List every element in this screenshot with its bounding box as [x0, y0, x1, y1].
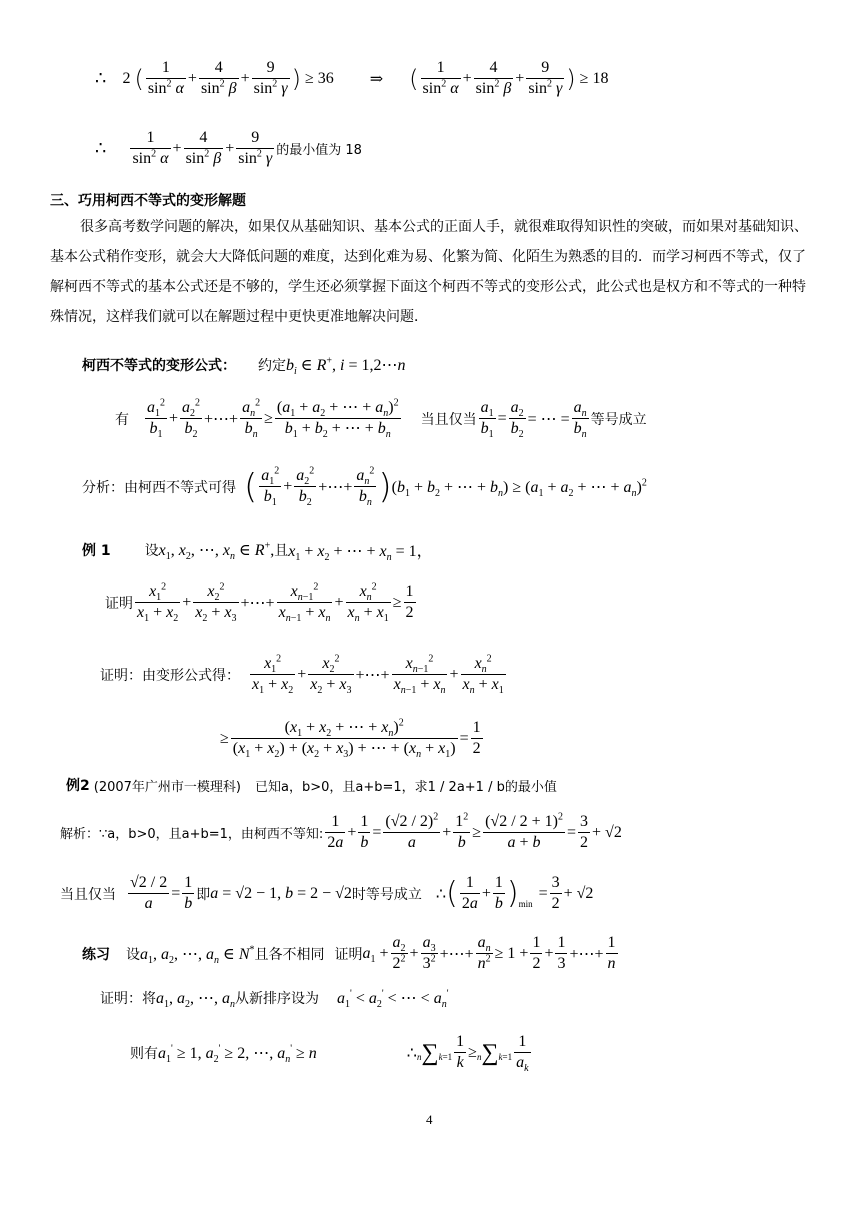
example1-proof-line2: ≥ $\frac{(x_1 + x_2 + \cdots + x_n)^2}{(x_1 + x_2) + (x_2 + x_3) + \cdots + (x_n + x_1)}$ = $\frac{1}{2}$: [220, 717, 481, 761]
page-number: 4: [426, 1112, 433, 1127]
exercise-proof-line1: 证明：将 $a_1$, $a_2$, ⋯, $a_n$ 从新排序设为 $a_1' < a_2'$ < ⋯ < $a_n'$: [100, 988, 449, 1011]
line1-inequality: ∴ 2 ( $\frac{1}{\sin^2 \alpha}$ + $\frac{4}{\sin^2 \beta}$ + $\frac{9}{\sin^2 \gamma}$ ) ≥ 36 ⇒ ( $\frac{1}{\sin^2 \alpha}$ + $\frac{4}{\sin^2 \beta}$ + $\frac{9}{\sin^2 \gamma}$ ) ≥ 18: [95, 59, 609, 97]
example2-source: (2007年广州市一模理科): [93, 779, 241, 795]
exercise-label: 练习: [82, 946, 110, 963]
example1-problem: 例 1 设 $x_1$, $x_2$, ⋯, $x_n$ ∈ R+, 且 $x_1 + x_2$ + ⋯ + $x_n = 1$，: [82, 540, 433, 564]
analysis-line: 分析：由柯西不等式可得 ( $\frac{a_1^2}{b_1}$ + $\frac{a_2^2}{b_2}$ +⋯+ $\frac{a_n^2}{b_n}$ ) ($b_1 + b_2$ + ⋯ + $b_n) \ge (a_1 + a_2$ + ⋯ + $a_n)^2$: [82, 465, 647, 509]
example1-label: 例 1: [82, 542, 111, 559]
formula-agreement: 约定: [258, 358, 286, 374]
line2-min-value: ∴ $\frac{1}{\sin^2 \alpha}$ + $\frac{4}{\sin^2 \beta}$ + $\frac{9}{\sin^2 \gamma}$ 的最小值为 18: [95, 129, 362, 167]
have-text: 有: [115, 411, 129, 428]
therefore-symbol: ∴: [95, 68, 107, 89]
ge-36: ≥ 36: [304, 69, 334, 87]
example2-solution: 解析：∵a，b>0，且a+b=1，由柯西不等知: $\frac{1}{2a}$ + $\frac{1}{b}$ = $\frac{(√2 / 2)^2}{a}$ + $\frac{1^2}{b}$ ≥ $\frac{(√2 / 2 + 1)^2}{a + b}$ = $\frac{3}{2}$ + √2: [60, 811, 622, 851]
example1-statement: 证明 $\frac{x_1^2}{x_1 + x_2}$ + $\frac{x_2^2}{x_2 + x_3}$ +⋯+ $\frac{x_{n-1}^2}{x_{n-1} + x_n}$ + $\frac{x_n^2}{x_n + x_1}$ ≥ $\frac{1}{2}$: [105, 581, 414, 625]
equality-when-text: 当且仅当: [420, 411, 477, 428]
formula-label-line: 柯西不等式的变形公式： 约定 $b_i$ ∈ R+, i = 1,2⋯n: [82, 355, 406, 378]
intro-paragraph: 很多高考数学问题的解决，如果仅从基础知识、基本公式的正面人手，就很难取得知识性的突破，而如果对基础知识、基本公式稍作变形，就会大大降低问题的难度，达到化难为易、化繁为简、化陌生为熟悉的目的．而学习柯西不等式，仅了解柯西不等式的基本公式还是不够的，学生还必须掌握下面这个柯西不等式的变形公式，此公式也是权方和不等式的一种特殊情况，这样我们就可以在解题过程中更快更准地解决问题．: [50, 219, 808, 325]
exercise-problem: 练习 设 $a_1$, $a_2$, ⋯, $a_n$ ∈ N* 且各不相同 证明 $a_1$ + $\frac{a_2}{2^2}$ + $\frac{a_3}{3^2}$ +⋯+ $\frac{a_n}{n^2}$ ≥ 1 + $\frac{1}{2}$ + $\frac{1}{3}$ +⋯+ $\frac{1}{n}$: [82, 934, 616, 972]
example1-proof-label: 证明：由变形公式得：: [100, 667, 240, 684]
section-heading: 三、巧用柯西不等式的变形解题: [50, 193, 246, 209]
formula-label: 柯西不等式的变形公式：: [82, 358, 236, 374]
coef-2: 2: [122, 69, 131, 87]
min-value-text: 的最小值为 18: [276, 143, 362, 158]
exercise-proof-line2: 则有 $a_1' \ge 1$, $a_2' \ge 2$, ⋯, $a_n' \ge n$ ∴ n∑k=1 $\frac{1}{k}$ ≥ n∑k=1 $\frac{1}{a_k}$: [130, 1033, 529, 1075]
implies-arrow: ⇒: [369, 70, 384, 88]
example2-equality: 当且仅当 $\frac{√2 / 2}{a}$ = $\frac{1}{b}$ 即 a = √2 − 1, b = 2 − √2 时等号成立 ∴ ( $\frac{1}{2a}$ + $\frac{1}{b}$ ) min = $\frac{3}{2}$ + √2: [60, 874, 594, 912]
example1-proof-line1: 证明：由变形公式得： $\frac{x_1^2}{x_1 + x_2}$ + $\frac{x_2^2}{x_2 + x_3}$ +⋯+ $\frac{x_{n-1}^2}{x_{n-1} + x_n}$ + $\frac{x_n^2}{x_n + x_1}$: [100, 653, 504, 697]
analysis-label: 分析：由柯西不等式可得: [82, 479, 236, 496]
example2-problem: [66, 775, 557, 795]
ge-18: ≥ 18: [579, 69, 609, 87]
example2-label: 例2: [66, 778, 90, 794]
equality-holds-text: 等号成立: [590, 411, 647, 428]
example2-text: 已知a，b>0，且a+b=1，求1 / 2a+1 / b的最小值: [254, 779, 557, 795]
example2-solution-label: 解析：∵a，b>0，且a+b=1，由柯西不等知:: [60, 827, 324, 842]
variant-formula: 有 $\frac{a_1^2}{b_1}$ + $\frac{a_2^2}{b_2}$ +⋯+ $\frac{a_n^2}{b_n}$ ≥ $\frac{(a_1 + a_2 + \cdots + a_n)^2}{b_1 + b_2 + \cdots + b_n}$ 当且仅当 $\frac{a_1}{b_1}$ = $\frac{a_2}{b_2}$ = ⋯ = $\frac{a_n}{b_n}$ 等号成立: [115, 397, 647, 441]
